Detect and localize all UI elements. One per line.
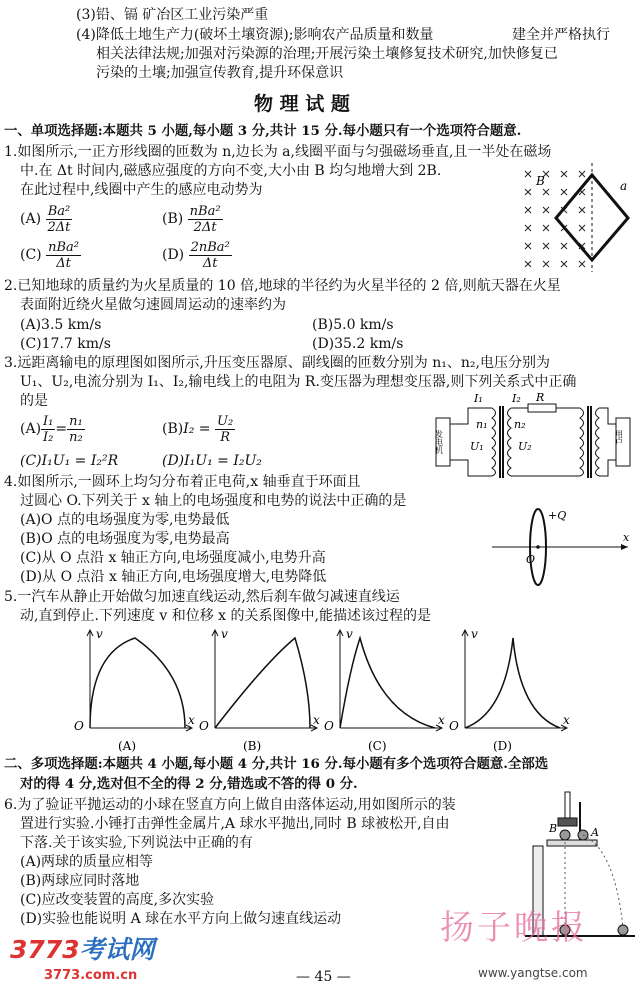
field-cross bbox=[579, 225, 585, 231]
field-cross bbox=[579, 207, 585, 213]
vx-graph bbox=[74, 627, 195, 752]
a-parabolic-path bbox=[583, 835, 623, 928]
field-cross bbox=[561, 171, 567, 177]
vx-curve bbox=[215, 638, 310, 728]
axis-label-origin: O bbox=[74, 719, 84, 733]
graph-option-label: (C) bbox=[368, 739, 387, 752]
field-cross bbox=[561, 243, 567, 249]
q1-line-2: 中.在 Δt 时间内,磁感应强度的方向不变,大小由 B 均匀地增大到 2B. bbox=[20, 163, 442, 179]
secondary-wire-top bbox=[599, 408, 616, 424]
q5-line-1: 5.一汽车从静止开始做匀加速直线运动,然后刹车做匀减速直线运 bbox=[4, 589, 400, 605]
q6-option-c: (C)应改变装置的高度,多次实验 bbox=[20, 892, 215, 908]
graph-option-label: (A) bbox=[118, 739, 137, 752]
field-cross bbox=[579, 171, 585, 177]
ball-a-label: A bbox=[591, 826, 599, 839]
q3-option-a: (A) $\frac{\text{I₁}}{\text{I₂}}$ = $\frac{\text{n₁}}{\text{n₂}}$ bbox=[20, 413, 83, 445]
q6-line-2: 置进行实验.小锤打击弹性金属片,A 球水平抛出,同时 B 球被松开,自由 bbox=[20, 816, 450, 832]
chem-answer-line-1: (3)铅、镉 矿冶区工业污染严重 bbox=[76, 7, 269, 23]
vx-graph bbox=[449, 627, 570, 752]
site-logo-3773: 3773考试网 bbox=[10, 935, 155, 964]
q6-line-1: 6.为了验证平抛运动的小球在竖直方向上做自由落体运动,用如图所示的装 bbox=[4, 797, 456, 813]
section-2-heading: 二、多项选择题:本题共 4 小题,每小题 4 分,共计 16 分.每小题有多个选项符合题意.全部选 bbox=[4, 756, 549, 772]
chem-answer-line-2b: 建全并严格执行 bbox=[512, 27, 610, 43]
yangtse-url: www.yangtse.com bbox=[478, 966, 588, 980]
q3-option-b: (B)I₂ = $\frac{\text{U₂}}{R}$ bbox=[162, 413, 234, 445]
axis-label-x: x bbox=[563, 713, 570, 727]
q4-line-2: 过圆心 O.下列关于 x 轴上的电场强度和电势的说法中正确的是 bbox=[20, 493, 407, 509]
field-cross bbox=[525, 207, 531, 213]
q1-line-3: 在此过程中,线圈中产生的感应电动势为 bbox=[20, 182, 263, 198]
secondary-wire-bottom bbox=[599, 460, 616, 476]
vx-axes bbox=[212, 630, 317, 731]
axis-label-origin: O bbox=[199, 719, 209, 733]
charge-label: +Q bbox=[548, 509, 567, 522]
axis-label-v: v bbox=[346, 627, 353, 641]
vx-axes bbox=[337, 630, 442, 731]
ball-a-landed bbox=[618, 925, 628, 935]
label-u2: U₂ bbox=[518, 440, 532, 453]
q1-option-d: (D) $\frac{\text{2nBa²}}{\Delta t}$ bbox=[162, 239, 230, 271]
label-i1: I₁ bbox=[474, 392, 483, 405]
q2-option-a: (A)3.5 km/s bbox=[20, 317, 102, 333]
q1-option-a: (A) $\frac{\text{Ba²}}{2\Delta t}$ bbox=[20, 203, 71, 235]
site-url-3773: 3773.com.cn bbox=[44, 968, 138, 983]
q6-line-3: 下落.关于该实验,下列说法中正确的有 bbox=[20, 835, 253, 851]
q1-option-c: (C) $\frac{\text{nBa²}}{\Delta t}$ bbox=[20, 239, 79, 271]
field-cross bbox=[525, 171, 531, 177]
q3-line-2: U₁、U₂,电流分别为 I₁、I₂,输电线上的电阻为 R.变压器为理想变压器,则下列关系式中正确 bbox=[20, 374, 577, 390]
vx-graph bbox=[324, 627, 445, 752]
field-label-b: B bbox=[536, 174, 545, 188]
chem-answer-line-2: (4)降低土地生产力(破坏土壤资源);影响农产品质量和数量 bbox=[76, 27, 434, 43]
x-label: x bbox=[623, 531, 630, 544]
q2-line-2: 表面附近绕火星做匀速圆周运动的速率约为 bbox=[20, 297, 286, 313]
origin-label: O bbox=[526, 553, 536, 566]
q4-charged-ring-figure bbox=[490, 505, 635, 590]
axis-label-origin: O bbox=[449, 719, 459, 733]
q4-option-d: (D)从 O 点沿 x 轴正方向,电场强度增大,电势降低 bbox=[20, 569, 327, 585]
yangtse-watermark: 扬子晚报 bbox=[440, 908, 588, 948]
coil-n4 bbox=[596, 408, 600, 476]
chem-answer-line-4: 污染的土壤;加强宣传教育,提升环保意识 bbox=[96, 65, 344, 81]
q1-line-1: 1.如图所示,一正方形线圈的匝数为 n,边长为 a,线圈平面与匀强磁场垂直,且一半处在磁场 bbox=[4, 144, 552, 160]
center-point bbox=[536, 545, 540, 549]
q3-line-1: 3.远距离输电的原理图如图所示,升压变压器原、副线圈的匝数分别为 n₁、n₂,电压分别为 bbox=[4, 355, 550, 371]
graph-option-label: (B) bbox=[243, 739, 262, 752]
axis-label-x: x bbox=[313, 713, 320, 727]
q6-option-d: (D)实验也能说明 A 球在水平方向上做匀速直线运动 bbox=[20, 911, 342, 927]
page-title: 物 理 试 题 bbox=[254, 93, 350, 115]
q1-magnetic-field-figure bbox=[520, 160, 640, 275]
field-cross bbox=[543, 261, 549, 267]
primary-wire-bottom bbox=[450, 460, 492, 476]
axis-label-v: v bbox=[221, 627, 228, 641]
resistor-r bbox=[528, 404, 556, 412]
vx-curve bbox=[465, 638, 560, 728]
q2-option-c: (C)17.7 km/s bbox=[20, 336, 111, 352]
support-bar bbox=[547, 840, 597, 846]
field-cross bbox=[543, 225, 549, 231]
label-r: R bbox=[536, 391, 545, 404]
axis-label-x: x bbox=[438, 713, 445, 727]
q4-option-b: (B)O 点的电场强度为零,电势最高 bbox=[20, 531, 230, 547]
x-axis-arrow bbox=[621, 544, 628, 550]
field-cross bbox=[525, 225, 531, 231]
q2-line-1: 2.已知地球的质量约为火星质量的 10 倍,地球的半径约为火星半径的 2 倍,则航天器在火星 bbox=[4, 278, 561, 294]
vx-axes bbox=[87, 630, 192, 731]
chem-answer-line-3: 相关法律法规;加强对污染源的治理;开展污染土壤修复技术研究,加快修复已 bbox=[96, 46, 558, 62]
label-i2: I₂ bbox=[512, 392, 521, 405]
q6-option-a: (A)两球的质量应相等 bbox=[20, 854, 154, 870]
ball-b-label: B bbox=[549, 822, 558, 835]
vx-graph bbox=[199, 627, 320, 752]
section-2-heading-cont: 对的得 4 分,选对但不全的得 2 分,错选或不答的得 0 分. bbox=[20, 776, 358, 792]
q3-option-d: (D)I₁U₁ = I₂U₂ bbox=[162, 453, 262, 469]
label-u1: U₁ bbox=[470, 440, 484, 453]
axis-label-origin: O bbox=[324, 719, 334, 733]
coil-n2 bbox=[508, 408, 512, 476]
vx-curve bbox=[90, 638, 185, 728]
coil-n3 bbox=[580, 408, 584, 476]
ball-b bbox=[560, 830, 570, 840]
hammer-head bbox=[558, 818, 577, 826]
label-n1: n₁ bbox=[476, 418, 488, 431]
field-cross bbox=[543, 243, 549, 249]
side-label-a: a bbox=[620, 179, 628, 193]
q2-option-d: (D)35.2 km/s bbox=[312, 336, 404, 352]
field-cross bbox=[525, 189, 531, 195]
user-label: 用户 bbox=[614, 430, 624, 446]
generator-label: 发电机 bbox=[434, 430, 444, 454]
field-cross bbox=[543, 189, 549, 195]
section-1-heading: 一、单项选择题:本题共 5 小题,每小题 3 分,共计 15 分.每小题只有一个选项符合题意. bbox=[4, 123, 522, 139]
axis-label-x: x bbox=[188, 713, 195, 727]
page-number: — 45 — bbox=[296, 969, 351, 985]
q3-transmission-circuit-figure bbox=[430, 390, 635, 490]
label-n2: n₂ bbox=[514, 418, 526, 431]
graph-option-label: (D) bbox=[493, 739, 512, 752]
field-cross bbox=[525, 261, 531, 267]
coil-n1 bbox=[492, 408, 496, 476]
q4-option-c: (C)从 O 点沿 x 轴正方向,电场强度减小,电势升高 bbox=[20, 550, 326, 566]
q4-line-1: 4.如图所示,一圆环上均匀分布着正电荷,x 轴垂直于环面且 bbox=[4, 474, 361, 490]
field-cross bbox=[525, 243, 531, 249]
field-cross bbox=[543, 207, 549, 213]
q6-option-b: (B)两球应同时落地 bbox=[20, 873, 140, 889]
axis-label-v: v bbox=[471, 627, 478, 641]
field-cross bbox=[561, 189, 567, 195]
field-cross bbox=[579, 261, 585, 267]
q3-option-c: (C)I₁U₁ = I₂²R bbox=[20, 453, 119, 469]
q2-option-b: (B)5.0 km/s bbox=[312, 317, 394, 333]
axis-label-v: v bbox=[96, 627, 103, 641]
vx-curve bbox=[340, 638, 435, 728]
q1-option-b: (B) $\frac{\text{nBa²}}{2\Delta t}$ bbox=[162, 203, 221, 235]
q3-line-3: 的是 bbox=[20, 393, 48, 409]
q5-line-2: 动,直到停止.下列速度 v 和位移 x 的关系图像中,能描述该过程的是 bbox=[20, 608, 431, 624]
q5-vx-graphs bbox=[70, 622, 630, 752]
q4-option-a: (A)O 点的电场强度为零,电势最低 bbox=[20, 512, 230, 528]
field-cross bbox=[561, 261, 567, 267]
